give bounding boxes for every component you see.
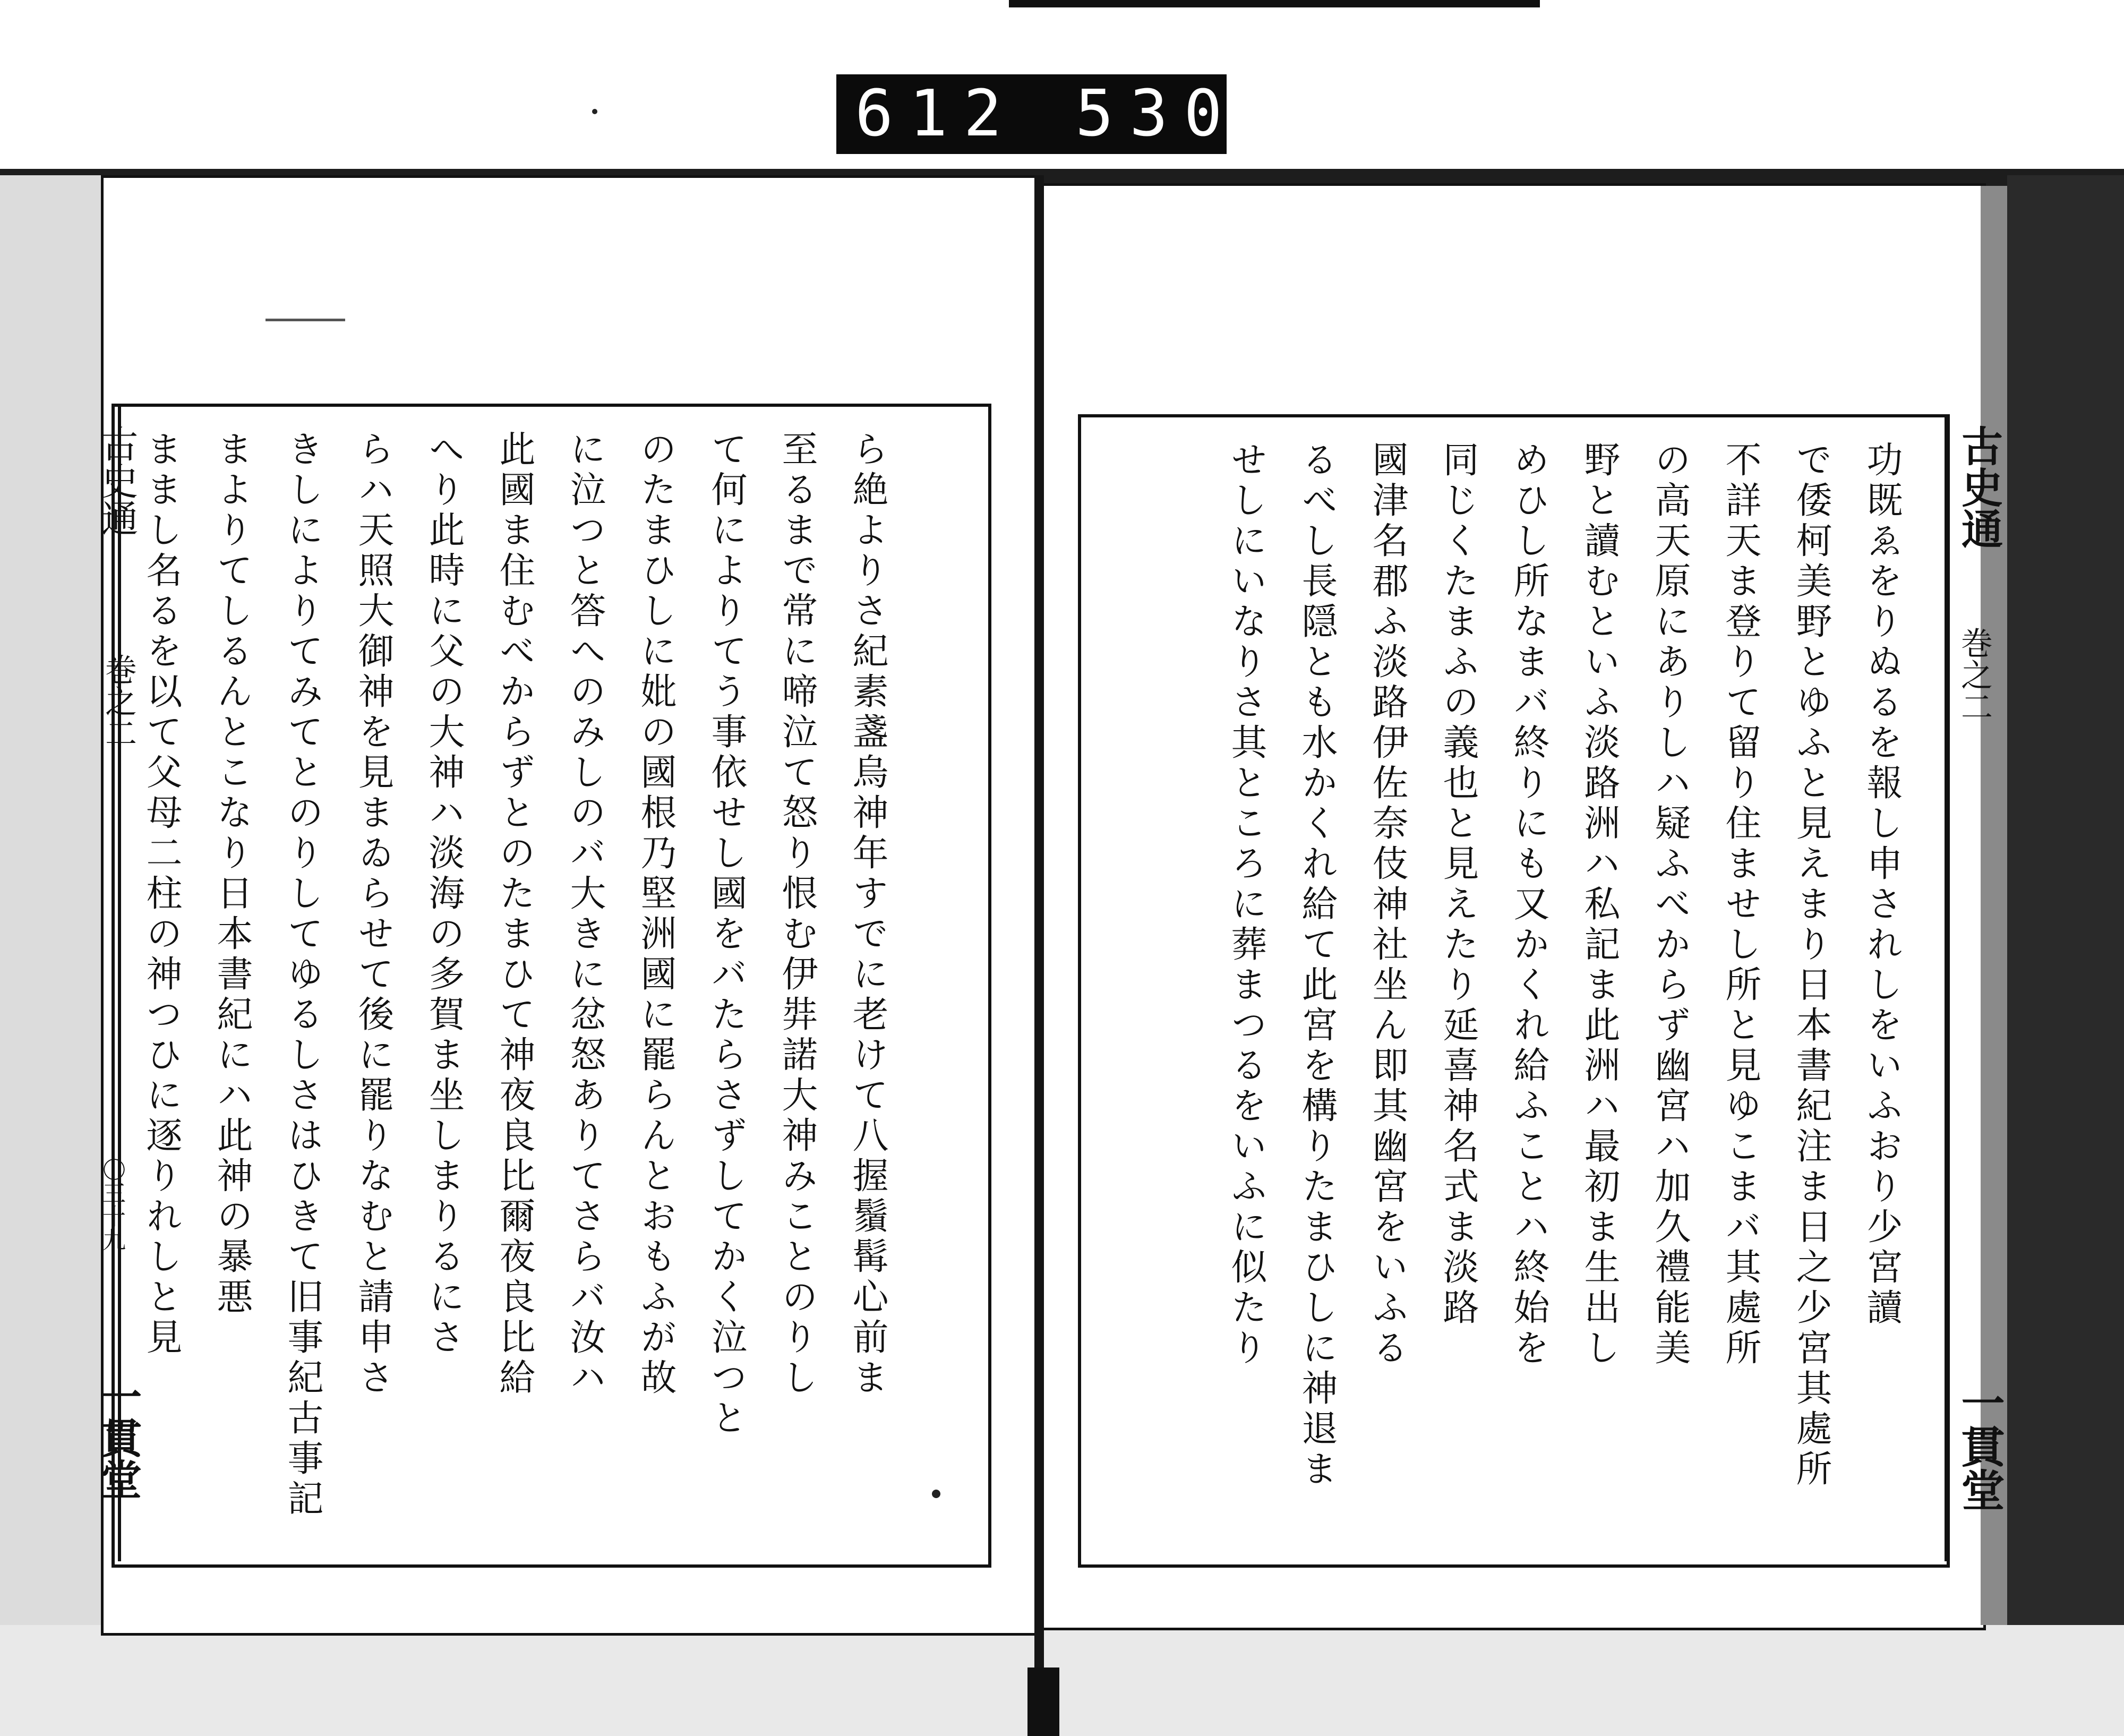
text-column: で倭柯美野とゆふと見えまり日本書紀注ま日之少宮其處所 — [1790, 441, 1832, 1490]
text-column: めひし所なまバ終りにも又かくれ給ふことハ終始を — [1508, 441, 1549, 1369]
text-column: のたまひしに妣の國根乃堅洲國に罷らんとおもふが故 — [635, 430, 676, 1399]
text-column: 功既ゑをりぬるを報し申されしをいふおり少宮讀 — [1861, 441, 1903, 1329]
text-column: 國津名郡ふ淡路伊佐奈伎神社坐ん即其幽宮をいふる — [1366, 441, 1408, 1369]
gutter-tail — [1027, 1667, 1059, 1736]
text-column: 不詳天ま登りて留り住ませし所と見ゆこまバ其處所 — [1719, 441, 1761, 1369]
scan-background-left — [0, 175, 101, 1662]
text-column: きしによりてみてとのりしてゆるしさはひきて旧事紀古事記 — [281, 430, 323, 1520]
text-column: るべし長隠とも水かくれ給て此宮を構りたまひしに神退ま — [1296, 441, 1338, 1490]
right-volume-label: 巻之二 — [1956, 627, 1993, 722]
text-column: ら絶よりさ紀素盞烏神年すでに老けて八握鬚髯心前ま — [846, 430, 888, 1399]
book-gutter — [1034, 175, 1044, 1736]
text-column: 同じくたまふの義也と見えたり延喜神名式ま淡路 — [1437, 441, 1479, 1329]
text-column: 此國ま住むべからずとのたまひて神夜良比爾夜良比給 — [493, 430, 535, 1399]
right-running-title: 古史通 — [1955, 425, 2003, 549]
frame-number-left: 612 — [855, 77, 1018, 151]
text-column: 野と讀むといふ淡路洲ハ私記ま此洲ハ最初ま生出し — [1578, 441, 1620, 1369]
frame-number-right: 530. — [1075, 77, 1292, 151]
scan-background-bottom — [0, 1625, 2124, 1736]
frame-number-strip — [836, 74, 1292, 154]
ink-speck — [592, 109, 597, 114]
right-publisher-mark: 一貫堂 — [1954, 1381, 2005, 1511]
left-volume-label: 巻之二 — [100, 653, 137, 749]
left-page-number: 〇三十九 — [98, 1158, 125, 1251]
left-page-body — [127, 430, 903, 1545]
page-mark — [266, 319, 345, 321]
scan-background-right — [2007, 175, 2124, 1736]
text-column: 至るまで常に啼泣て怒り恨む伊弉諾大神みことのりし — [776, 430, 818, 1399]
text-column: て何によりてう事依せし國をバたらさずしてかく泣つと — [705, 430, 747, 1439]
text-column: ままし名るを以て父母二柱の神つひに逐りれしと見 — [140, 430, 182, 1358]
text-column: せしにいなりさ其ところに葬まつるをいふに似たり — [1225, 441, 1267, 1369]
right-page-body — [1104, 441, 1917, 1556]
text-column: へり此時に父の大神ハ淡海の多賀ま坐しまりるにさ — [423, 430, 465, 1358]
left-running-title: 古史通 — [95, 425, 139, 536]
text-column: まよりてしるんとこなり日本書紀にハ此神の暴悪 — [211, 430, 253, 1318]
left-publisher-mark: 一貫堂 — [93, 1375, 142, 1500]
right-margin-rule — [1945, 417, 1948, 1561]
text-column: に泣つと答へのみしのバ大きに忿怒ありてさらバ汝ハ — [564, 430, 606, 1399]
text-column: らハ天照大御神を見まゐらせて後に罷りなむと請申さ — [352, 430, 394, 1399]
ink-speck — [932, 1490, 940, 1498]
top-edge-bar — [1009, 0, 1540, 7]
text-column: の高天原にありしハ疑ふべからず幽宮ハ加久禮能美 — [1649, 441, 1691, 1369]
